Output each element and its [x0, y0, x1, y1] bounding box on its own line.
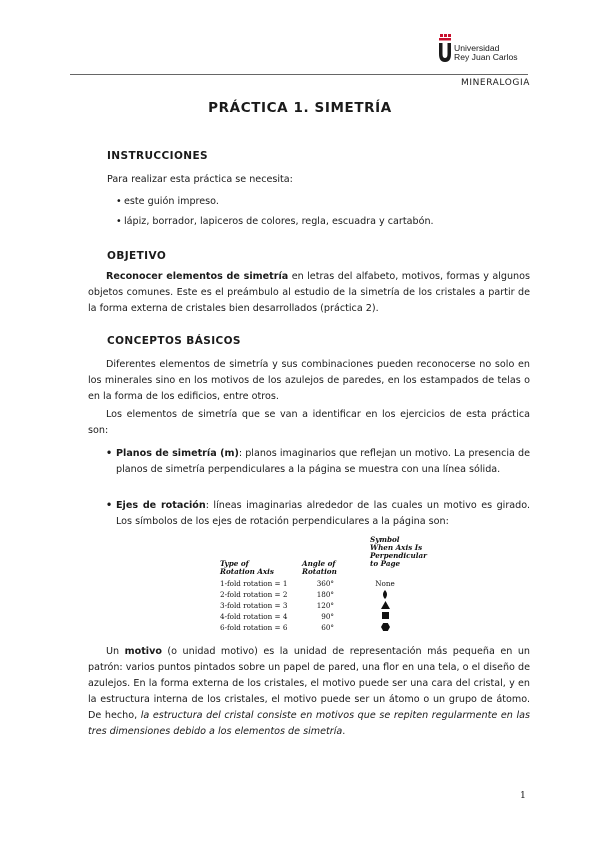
table-cell-angle: 60° [321, 623, 334, 632]
table-cell-angle: 120° [316, 601, 334, 610]
university-logo [438, 34, 548, 68]
table-cell-type: 4-fold rotation = 4 [220, 612, 288, 621]
table-row [220, 612, 400, 621]
table-cell-symbol: None [375, 579, 395, 588]
table-header-text: Perpendicular [370, 551, 427, 560]
planos-text: : planos imaginarios que reflejan un motivo. La presencia de planos de simetría perpendiculares a la página se muestra con una línea sólida. [116, 448, 530, 475]
table-cell-type: 2-fold rotation = 2 [220, 590, 288, 599]
table-header-text: Rotation Axis [220, 567, 274, 576]
table-header-text: Symbol [370, 535, 400, 544]
ejes-bold: Ejes de rotación [116, 500, 206, 511]
ejes-text: : líneas imaginarias alrededor de las cuales un motivo es girado. Los símbolos de los ejes de rotación perpendiculares a la página son: [116, 500, 530, 527]
table-row [220, 623, 400, 632]
motivo-italic: la estructura del cristal consiste en motivos que se repiten regularmente en las tres dimensiones debido a los elementos de simetría [88, 710, 530, 737]
motivo-bold: motivo [124, 646, 162, 657]
logo-emblem-icon [438, 34, 452, 64]
objetivo-paragraph [88, 269, 530, 317]
table-header-text: Type of [220, 559, 249, 568]
list-item [116, 194, 219, 210]
motivo-paragraph [88, 644, 530, 740]
header-divider [70, 74, 528, 75]
table-header-text: Angle of [302, 559, 336, 568]
instrucciones-intro: Para realizar esta práctica se necesita: [107, 174, 293, 185]
subject-label: MINERALOGIA [460, 78, 530, 88]
planos-bold: Planos de simetría (m) [116, 448, 239, 459]
table-header-text: When Axis Is [370, 543, 423, 552]
sixfold-symbol-icon [370, 623, 400, 633]
section-heading-objetivo: OBJETIVO [107, 250, 167, 262]
logo-line-2: Rey Juan Carlos [454, 52, 518, 62]
page-title: PRÁCTICA 1. SIMETRÍA [208, 100, 392, 116]
list-item-ejes [106, 498, 530, 530]
table-cell-type: 3-fold rotation = 3 [220, 601, 288, 610]
threefold-symbol-icon [370, 601, 400, 611]
list-item-planos [106, 446, 530, 478]
table-header-text: Rotation [302, 567, 337, 576]
conceptos-p1-text: Diferentes elementos de simetría y sus combinaciones pueden reconocerse no solo en los minerales sino en los motivos de los azulejos de paredes, en los estampados de telas o en la forma de los edificios, entre otros. [88, 359, 530, 402]
table-cell-type: 1-fold rotation = 1 [220, 579, 288, 588]
list-item-text: este guión impreso. [124, 196, 219, 207]
logo-line-1: Universidad [454, 43, 500, 53]
motivo-pre: Un [106, 646, 125, 657]
bullet-icon: • [116, 196, 122, 207]
table-header-symbol [370, 536, 430, 568]
table-header-type [220, 560, 274, 576]
table-cell-angle: 90° [321, 612, 334, 621]
conceptos-p2-text: Los elementos de simetría que se van a identificar en los ejercicios de esta práctica son: [88, 409, 530, 436]
table-cell-angle: 180° [316, 590, 334, 599]
section-heading-instrucciones: INSTRUCCIONES [107, 150, 208, 162]
section-heading-conceptos: CONCEPTOS BÁSICOS [107, 335, 241, 347]
table-header-angle [302, 560, 337, 576]
bullet-icon: • [116, 216, 122, 227]
table-row [220, 601, 400, 610]
list-item [116, 214, 434, 230]
table-header-text: to Page [370, 559, 401, 568]
table-row [220, 579, 400, 588]
conceptos-paragraph-2 [88, 407, 530, 439]
logo-text [454, 44, 518, 62]
table-cell-type: 6-fold rotation = 6 [220, 623, 288, 632]
motivo-text: (o unidad motivo) es la unidad de representación más pequeña en un patrón: varios puntos pintados sobre un papel de pared, una flor en una tela, o el diseño de azulejos. En la forma externa de los cristales, el motivo puede ser una cara del cristal, y en la estructura interna de los cristales, el motivo puede ser un átomo o un grupo de átomo. De hecho, [88, 646, 530, 721]
bullet-icon: • [106, 500, 113, 511]
page-number: 1 [519, 790, 526, 801]
fourfold-symbol-icon [370, 612, 400, 621]
motivo-end: . [342, 726, 346, 737]
bullet-icon: • [106, 448, 113, 459]
conceptos-paragraph-1 [88, 357, 530, 405]
table-row [220, 590, 400, 599]
list-item-text: lápiz, borrador, lapiceros de colores, regla, escuadra y cartabón. [124, 216, 434, 227]
objetivo-text: en letras del alfabeto, motivos, formas y algunos objetos comunes. Este es el preámbulo al estudio de la simetría de los cristales a partir de la forma externa de cristales bien desarrollados (práctica 2). [88, 271, 530, 314]
twofold-symbol-icon [370, 590, 400, 601]
objetivo-bold: Reconocer elementos de simetría [106, 271, 289, 282]
table-cell-angle: 360° [316, 579, 334, 588]
rotation-axis-table [220, 535, 427, 638]
